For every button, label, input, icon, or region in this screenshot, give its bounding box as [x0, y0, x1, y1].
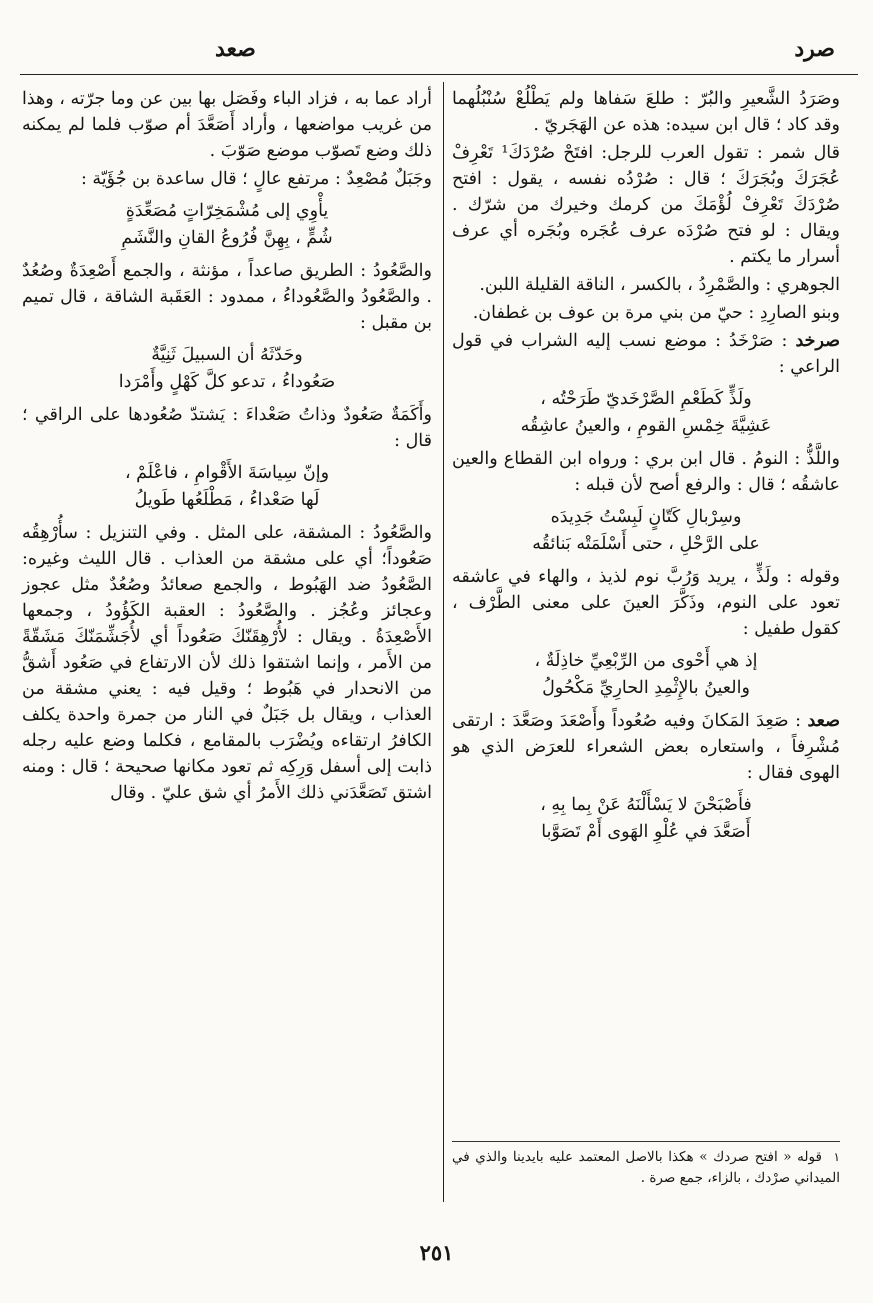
verse-line: ولَذٍّ كَطَعْمِ الصَّرْخَديّ طَرَحْتُه ، [540, 389, 752, 409]
verse-line: والعينُ بالإِثْمِدِ الحارِيِّ مَكْحُولُ [542, 678, 750, 698]
paragraph: وصَرَدُ الشَّعيرِ والبُرّ : طلعَ سَفاها ولم يَطْلُعْ سُنْبُلُهما وقد كاد ؛ قال ابن سيده: هذه عن الهَجَريّ . [452, 89, 840, 135]
header-left-word: صعد [215, 36, 256, 62]
page-number: ٢٥١ [419, 1240, 454, 1265]
verse [452, 386, 840, 440]
verse [452, 648, 840, 702]
verse [22, 198, 432, 252]
verse-line: أَصَعَّدَ في عُلْوِ الهَوى أَمْ تَصَوَّبا [541, 822, 751, 842]
paragraph: أراد عما به ، فزاد الباء وفَصَل بها بين عن وما جرّته ، وهذا من غريب مواضعها ، وأراد أَصَعَّدَ أم صوّب فلما لم يمكنه ذلك وضع تَصوّب موضع صَوّبَ . [22, 89, 432, 161]
verse-line: وإنّ سِياسَةَ الأَقْوامِ ، فاعْلَمْ ، [124, 463, 330, 483]
verse-line: عَشِيَّةَ خِمْسِ القومِ ، والعينُ عاشِقُه [520, 416, 772, 436]
column-divider [443, 82, 444, 1202]
page-header [40, 36, 840, 70]
entry-text: : صَرْخَدُ : موضع نسب إليه الشراب في قول الراعي : [452, 331, 840, 377]
paragraph: والصَّعُودُ : المشقة، على المثل . وفي التنزيل : سأُرْهِقُه صَعُوداً؛ أي على مشقة من العذاب . قال الليث وغيره: الصَّعُودُ ضد الهَبُوط ، والجمع صعائدُ وصُعُدٌ مثل عجوز وعجائز وعُجُز . والصَّعُودُ : العقبة الكَؤُودُ ، وجمعها الأَصْعِدَةُ . ويقال : لأُرْهِقَنّكَ صَعُوداً أي لأُجَشِّمَنّكَ مَشَقّةً من الأَمر ، وإنما اشتقوا ذلك لأن الارتفاع في صَعُود أَشقُّ من الانحدار في هَبُوط ؛ وقيل فيه : يعني مشقة من العذاب ، ويقال بل جَبَلٌ في النار من جمرة واحدة يكلف الكافرُ ارتقاءه ويُضْرَب بالمقامع ، فكلما وضع عليه رجله ذابت إلى أسفل وَرِكِه ثم تعود مكانها صحيحة ؛ قال : ومنه اشتق تَصَعَّدَني ذلك الأَمرُ أي شق عليّ . وقال [22, 523, 432, 803]
paragraph: والصَّعُودُ : الطريق صاعداً ، مؤنثة ، والجمع أَصْعِدَةٌ وصُعُدٌ . والصَّعُودُ والصَّعُوداءُ ، ممدود : العَقَبة الشاقة ، قال تميم بن مقبل : [22, 261, 432, 333]
paragraph: وبنو الصارِدِ : حيّ من بني مرة بن عوف بن غطفان. [472, 303, 840, 323]
verse-line: فأَصْبَحْنَ لا يَسْأَلْنَهُ عَنْ بِما بِهِ ، [540, 795, 752, 815]
verse-line: على الرَّحْلِ ، حتى أَسْلَمَتْه بَنائقُه [532, 534, 760, 554]
left-column [22, 86, 432, 808]
paragraph: الجوهري : والصَّمْرِدُ ، بالكسر ، الناقة القليلة اللبن. [479, 275, 840, 295]
paragraph: وجَبَلٌ مُصْعِدٌ : مرتفع عالٍ ؛ قال ساعدة بن جُؤَيّة : [80, 169, 432, 189]
entry-headword: صعد [807, 711, 840, 731]
paragraph: وأَكَمَةٌ صَعُودٌ وذاتُ صَعْداءَ : يَشتدّ صُعُودها على الراقي ؛ قال : [22, 405, 432, 451]
footnote-mark: ١ [833, 1150, 840, 1164]
footnote-text: قوله « افتح صردك » هكذا بالاصل المعتمد عليه بايدينا والذي في الميداني صرْدك ، بالزاء، جمع صرة . [452, 1149, 840, 1186]
verse [22, 460, 432, 514]
header-right-word: صرد [794, 36, 835, 62]
verse [452, 504, 840, 558]
verse-line: وحَدّثَهُ أن السبيلَ ثَنِيَّةٌ [151, 345, 303, 365]
footnote-rule [452, 1141, 840, 1142]
entry-sarkhad [452, 328, 840, 380]
verse-line: لَها صَعْداءُ ، مَطْلَعُها طَويلُ [134, 490, 320, 510]
paragraph: وقوله : ولَذٍّ ، يريد وَرُبَّ نوم لذيذ ، والهاء في عاشقه تعود على النوم، وذَكَّرَ العينَ على معنى الطَّرْف ، كقول طفيل : [452, 567, 840, 639]
verse-line: إذ هي أَحْوى من الرِّبْعِيِّ خاذِلَةٌ ، [534, 651, 758, 671]
right-column [452, 86, 840, 852]
verse-line: يأْوِي إلى مُشْمَخِرّاتٍ مُصَعِّدَةٍ [125, 201, 329, 221]
header-rule [20, 74, 858, 75]
footnote [452, 1147, 840, 1189]
entry-headword: صرخد [795, 331, 840, 351]
verse [452, 792, 840, 846]
verse-line: شُمٍّ ، بِهِنَّ فُرُوعُ القانِ والنَّشَمِ [121, 228, 333, 248]
entry-text: : صَعِدَ المَكانَ وفيه صُعُوداً وأَصْعَدَ وصَعَّدَ : ارتقى مُشْرِفاً ، واستعاره بعض الشعراء للعرَض الذي هو الهوى فقال : [452, 711, 840, 783]
entry-saad [452, 708, 840, 786]
verse-line: صَعُوداءُ ، تدعو كلَّ كَهْلٍ وأَمْرَدا [118, 372, 336, 392]
verse-line: وسِرْبالِ كَتّانٍ لَبِسْتُ جَدِيدَه [550, 507, 742, 527]
paragraph: واللَّذُّ : النومُ . قال ابن بري : ورواه ابن القطاع والعين عاشقُه ؛ قال : والرفع أصح لأن قبله : [452, 449, 840, 495]
paragraph: قال شمر : تقول العرب للرجل: افتَحْ صُرْدَكَ¹ تَعْرِفْ عُجَرَكَ وبُجَرَكَ ؛ قال : صُرْدُه نفسه ، يقول : افتح صُرْدَكَ تَعْرِفْ لُؤْمَكَ من كرمك وخيرك من شرّك . ويقال : لو فتح صُرْدَه عرف عُجَره وبُجَره أي عرف أسرار ما يكتم . [452, 143, 841, 267]
verse [22, 342, 432, 396]
